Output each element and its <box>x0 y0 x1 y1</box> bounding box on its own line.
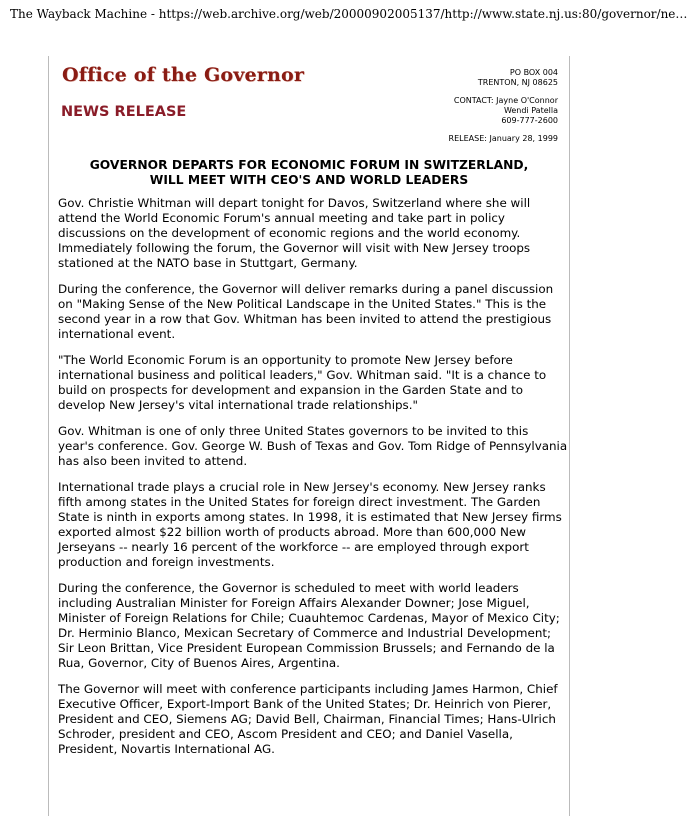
paragraph: Gov. Whitman is one of only three United States governors to be invited to this year's conference. Gov. George W. Bush of Texas and Gov. Tom Ridge of Pennsylvania has also been invited to attend. <box>58 424 568 468</box>
paragraph: International trade plays a crucial role in New Jersey's economy. New Jersey ranks fifth among states in the United States for foreign direct investment. The Garden State is ninth in exports among states. In 1998, it is estimated that New Jersey firms exported almost $22 billion worth of products abroad. More than 600,000 New Jerseyans -- nearly 16 percent of the workforce -- are employed through export production and foreign investments. <box>58 480 562 569</box>
paragraph: "The World Economic Forum is an opportunity to promote New Jersey before international business and political leaders," Gov. Whitman said. "It is a chance to build on prospects for development and expansion in the Garden State and to develop New Jersey's vital international trade relationships." <box>58 353 547 412</box>
address-line1: PO BOX 004 <box>509 68 558 77</box>
contact-line1: CONTACT: Jayne O'Connor <box>453 96 558 105</box>
office-of-governor-logo: Office of the Governor <box>62 64 305 86</box>
headline-line1: GOVERNOR DEPARTS FOR ECONOMIC FORUM IN SWITZERLAND, <box>89 158 529 172</box>
browser-title: The Wayback Machine - https://web.archive.org/web/20000902005137/http://www.state.nj.us:80/governor/ne… <box>10 7 687 21</box>
paragraph: During the conference, the Governor is scheduled to meet with world leaders including Australian Minister for Foreign Affairs Alexander Downer; Jose Miguel, Minister of Foreign Relations for Chile; Cuauhtemoc Cardenas, Mayor of Mexico City; Dr. Herminio Blanco, Mexican Secretary of Commerce and Industrial Development; Sir Leon Brittan, Vice President European Commission Brussels; and Fernando de la Rua, Governor, City of Buenos Aires, Argentina. <box>58 581 560 670</box>
address-line2: TRENTON, NJ 08625 <box>477 78 558 87</box>
article-body <box>58 196 568 768</box>
headline-line2: WILL MEET WITH CEO'S AND WORLD LEADERS <box>149 173 469 187</box>
paragraph: Gov. Christie Whitman will depart tonight for Davos, Switzerland where she will attend the World Economic Forum's annual meeting and take part in policy discussions on the development of economic regions and the world economy. Immediately following the forum, the Governor will visit with New Jersey troops stationed at the NATO base in Stuttgart, Germany. <box>58 196 531 270</box>
news-release-label: NEWS RELEASE <box>61 104 187 120</box>
paragraph: During the conference, the Governor will deliver remarks during a panel discussion on "Making Sense of the New Political Landscape in the United States." This is the second year in a row that Gov. Whitman has been invited to attend the prestigious international event. <box>58 282 554 341</box>
release-date: RELEASE: January 28, 1999 <box>448 134 558 143</box>
contact-line3: 609-777-2600 <box>501 116 558 125</box>
contact-block <box>338 68 558 144</box>
headline <box>58 158 560 188</box>
paragraph: The Governor will meet with conference participants including James Harmon, Chief Executive Officer, Export-Import Bank of the United States; Dr. Heinrich von Pierer, President and CEO, Siemens AG; David Bell, Chairman, Financial Times; Hans-Ulrich Schroder, president and CEO, Ascom President and CEO; and Daniel Vasella, President, Novartis International AG. <box>58 682 558 756</box>
contact-line2: Wendi Patella <box>503 106 558 115</box>
